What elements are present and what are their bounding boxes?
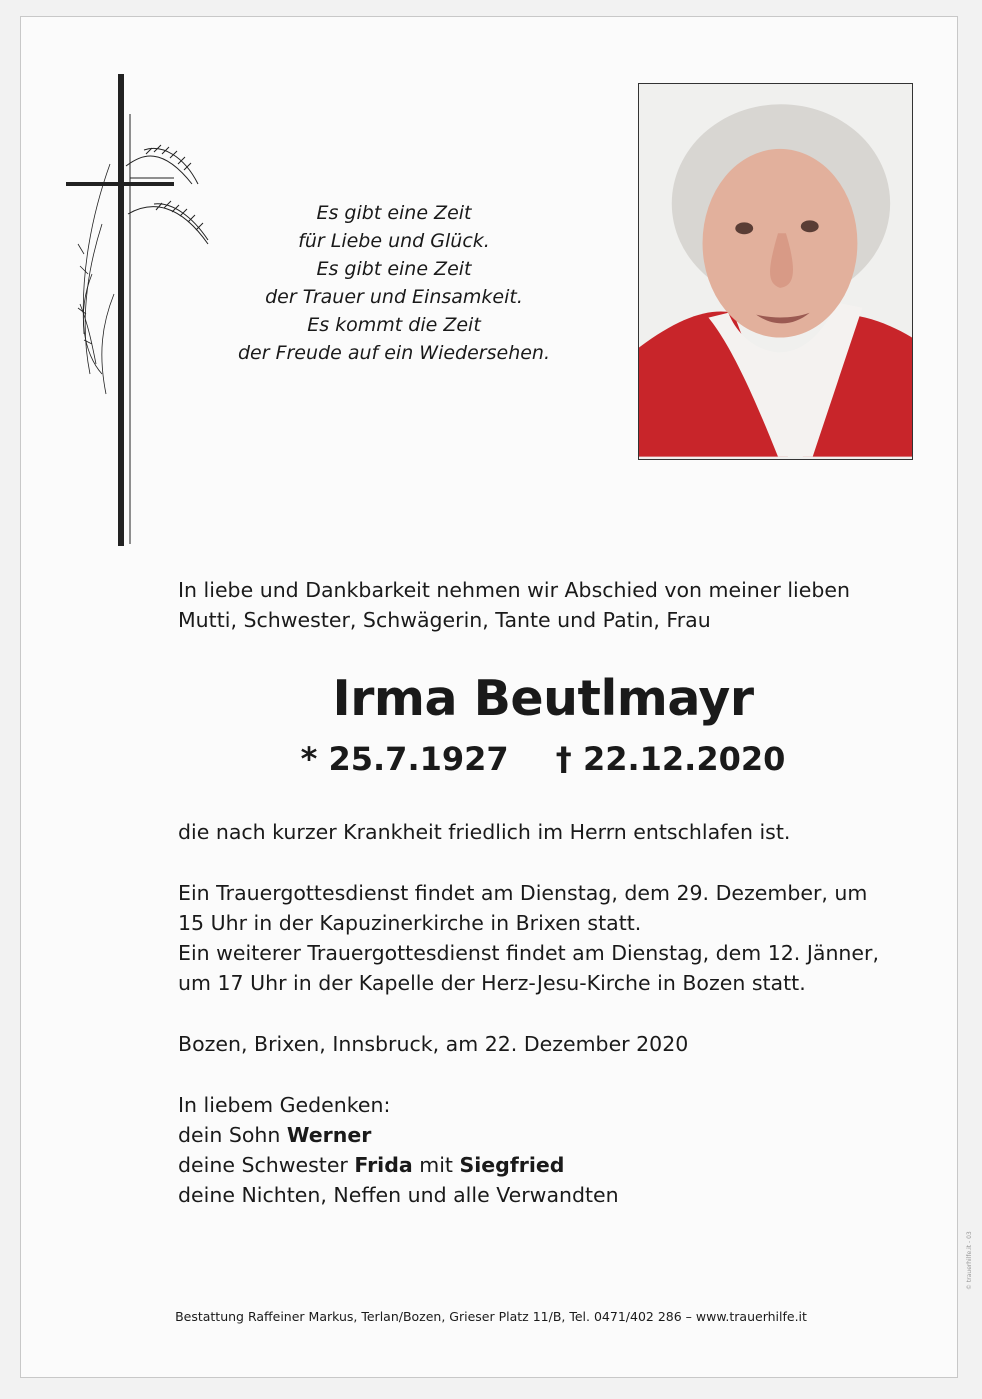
intro-text [178,575,918,635]
mourner-name: Werner [286,1123,372,1147]
portrait-icon [639,84,912,459]
services-line: um 17 Uhr in der Kapelle der Herz-Jesu-Kirche in Bozen statt. [178,971,806,995]
intro-line: Mutti, Schwester, Schwägerin, Tante und Patin, Frau [178,608,711,632]
deceased-name: Irma Beutlmayr [332,670,754,727]
life-dates [178,740,908,778]
place-date [178,1029,918,1059]
death-date: † 22.12.2020 [555,740,786,778]
mourner-mid: mit [412,1153,460,1177]
poem-line: für Liebe und Glück. [298,230,490,252]
services-line: Ein weiterer Trauergottesdienst findet am Dienstag, dem 12. Jänner, [178,941,879,965]
mourner-name: Siegfried [459,1153,565,1177]
mourner-name: Frida [354,1153,413,1177]
mourner-line [178,1150,918,1180]
mourner-prefix: dein Sohn [178,1123,287,1147]
intro-line: In liebe und Dankbarkeit nehmen wir Abschied von meiner lieben [178,578,850,602]
mourners-heading: In liebem Gedenken: [178,1093,391,1117]
birth-date: * 25.7.1927 [300,740,509,778]
poem-line: der Freude auf ein Wiedersehen. [237,342,551,364]
copyright-note: © trauerhilfe.it - 03 [966,1231,973,1290]
place-date-line: Bozen, Brixen, Innsbruck, am 22. Dezember 2020 [178,1032,689,1056]
mourners [178,1090,918,1210]
funeral-home-footer: Bestattung Raffeiner Markus, Terlan/Bozen, Grieser Platz 11/B, Tel. 0471/402 286 – www.trauerhilfe.it [175,1309,807,1324]
poem-line: Es gibt eine Zeit [316,258,472,280]
mourner-line [178,1120,918,1150]
poem-line: der Trauer und Einsamkeit. [265,286,523,308]
mourner-prefix: deine Schwester [178,1153,355,1177]
poem-line: Es kommt die Zeit [307,314,481,336]
passing-text [178,817,918,847]
portrait-photo [638,83,913,460]
mourner-line: deine Nichten, Neffen und alle Verwandten [178,1183,619,1207]
services-text [178,878,918,998]
services-line: Ein Trauergottesdienst findet am Dienstag, dem 29. Dezember, um [178,881,868,905]
poem [204,199,584,367]
cross-icon [62,74,212,549]
poem-line: Es gibt eine Zeit [316,202,472,224]
passing-line: die nach kurzer Krankheit friedlich im Herrn entschlafen ist. [178,820,791,844]
services-line: 15 Uhr in der Kapuzinerkirche in Brixen statt. [178,911,642,935]
